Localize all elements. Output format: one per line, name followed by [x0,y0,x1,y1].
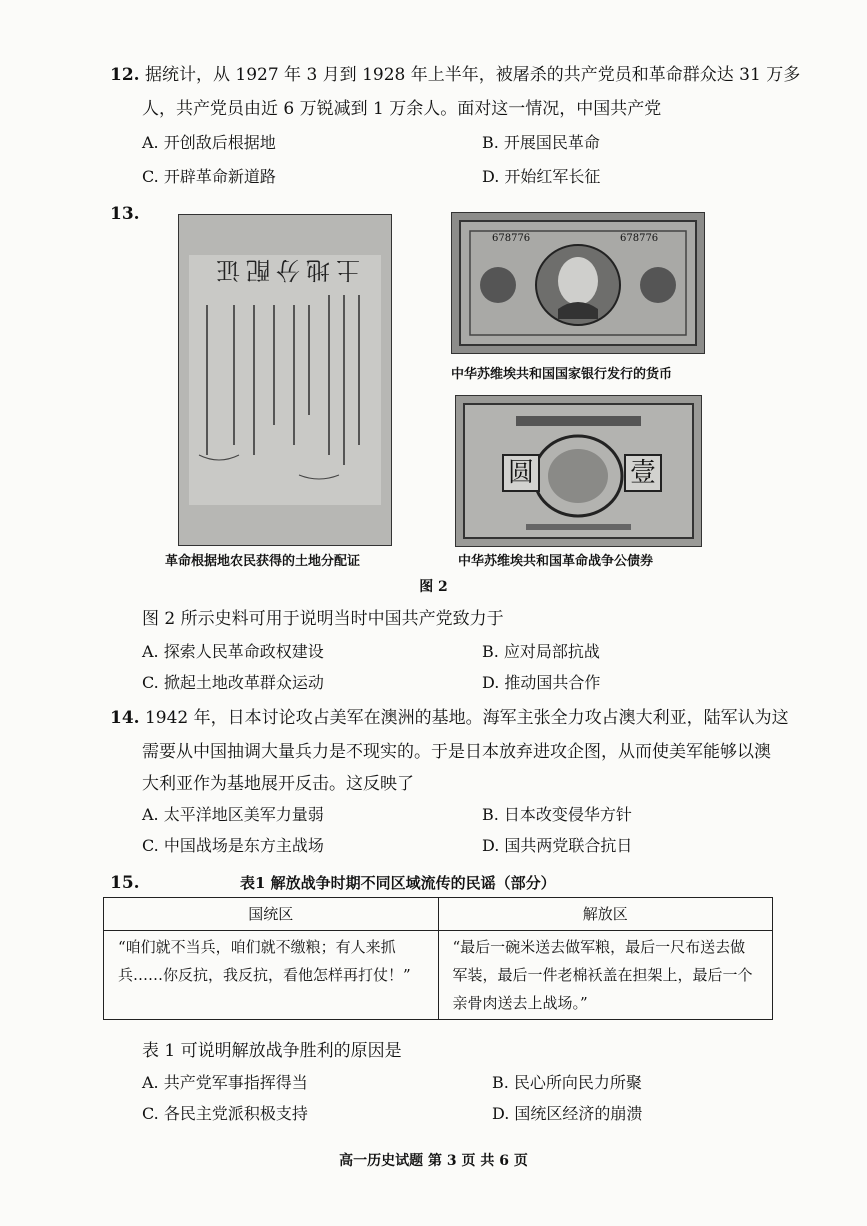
q14-stem-line1 [110,701,789,735]
folk-songs-table [103,897,773,1020]
q12-option-b[interactable]: B. 开展国民革命 [482,133,600,152]
kmt-area-folk-song: “咱们就不当兵，咱们就不缴粮；有人来抓兵……你反抗，我反抗，看他怎样再打仗！” [104,931,439,1020]
q14-option-a[interactable]: A. 太平洋地区美军力量弱 [142,805,324,824]
war-bond-texture [456,396,701,546]
soviet-currency-caption: 中华苏维埃共和国国家银行发行的货币 [451,367,673,382]
table-row [104,931,773,1020]
figure-label: 图 2 [419,579,448,595]
q14-option-c[interactable]: C. 中国战场是东方主战场 [142,836,324,855]
q14-option-b[interactable]: B. 日本改变侵华方针 [482,805,632,824]
q13-option-b[interactable]: B. 应对局部抗战 [482,642,600,661]
land-certificate-image [178,214,392,546]
q12-number: 12. [110,65,140,85]
q12-stem-line1 [110,58,800,92]
q12-stem-text1: 据统计，从 1927 年 3 月到 1928 年上半年，被屠杀的共产党员和革命群众达 31 万多 [144,65,801,85]
land-certificate-title: 土地分配证 [210,256,360,284]
soviet-currency-image [451,212,705,354]
q12-option-c[interactable]: C. 开辟革命新道路 [142,167,276,186]
q15-option-c[interactable]: C. 各民主党派积极支持 [142,1104,308,1123]
soviet-currency-texture [452,213,704,353]
war-bond-caption: 中华苏维埃共和国革命战争公债券 [458,554,654,569]
currency-serial-left: 678776 [492,233,531,244]
liberated-area-folk-song: “最后一碗米送去做军粮，最后一尺布送去做军装，最后一件老棉袄盖在担架上，最后一个亲骨肉送去上战场。” [438,931,773,1020]
q15-number: 15. [110,873,140,893]
q15-table-title: 表1 解放战争时期不同区域流传的民谣（部分） [240,874,556,892]
header-liberated-area: 解放区 [438,898,773,931]
q13-option-a[interactable]: A. 探索人民革命政权建设 [142,642,324,661]
q15-option-a[interactable]: A. 共产党军事指挥得当 [142,1073,308,1092]
q12-option-a[interactable]: A. 开创敌后根据地 [142,133,276,152]
q14-number: 14. [110,708,140,728]
currency-serial-right: 678776 [620,233,659,244]
q15-stem: 表 1 可说明解放战争胜利的原因是 [142,1041,402,1061]
table-header-row [104,898,773,931]
q13-number: 13. [110,204,140,224]
q13-option-c[interactable]: C. 掀起土地改革群众运动 [142,673,324,692]
q14-option-d[interactable]: D. 国共两党联合抗日 [482,836,633,855]
header-kmt-area: 国统区 [104,898,439,931]
land-certificate-caption: 革命根据地农民获得的土地分配证 [165,554,361,569]
q15-option-d[interactable]: D. 国统区经济的崩溃 [492,1104,643,1123]
bond-right-character: 壹 [624,454,662,492]
q15-option-b[interactable]: B. 民心所向民力所聚 [492,1073,642,1092]
q13-stem: 图 2 所示史料可用于说明当时中国共产党致力于 [142,609,504,629]
q12-option-d[interactable]: D. 开始红军长征 [482,167,601,186]
q13-option-d[interactable]: D. 推动国共合作 [482,673,601,692]
page-footer: 高一历史试题 第 3 页 共 6 页 [339,1153,528,1169]
war-bond-image [455,395,702,547]
q14-stem-line3: 大利亚作为基地展开反击。这反映了 [142,774,414,794]
q12-stem-line2: 人，共产党员由近 6 万锐减到 1 万余人。面对这一情况，中国共产党 [142,99,662,119]
q14-stem-text1: 1942 年，日本讨论攻占美军在澳洲的基地。海军主张全力攻占澳大利亚，陆军认为这 [144,708,789,728]
q14-stem-line2: 需要从中国抽调大量兵力是不现实的。于是日本放弃进攻企图，从而使美军能够以澳 [142,742,771,762]
bond-left-character: 圆 [502,454,540,492]
